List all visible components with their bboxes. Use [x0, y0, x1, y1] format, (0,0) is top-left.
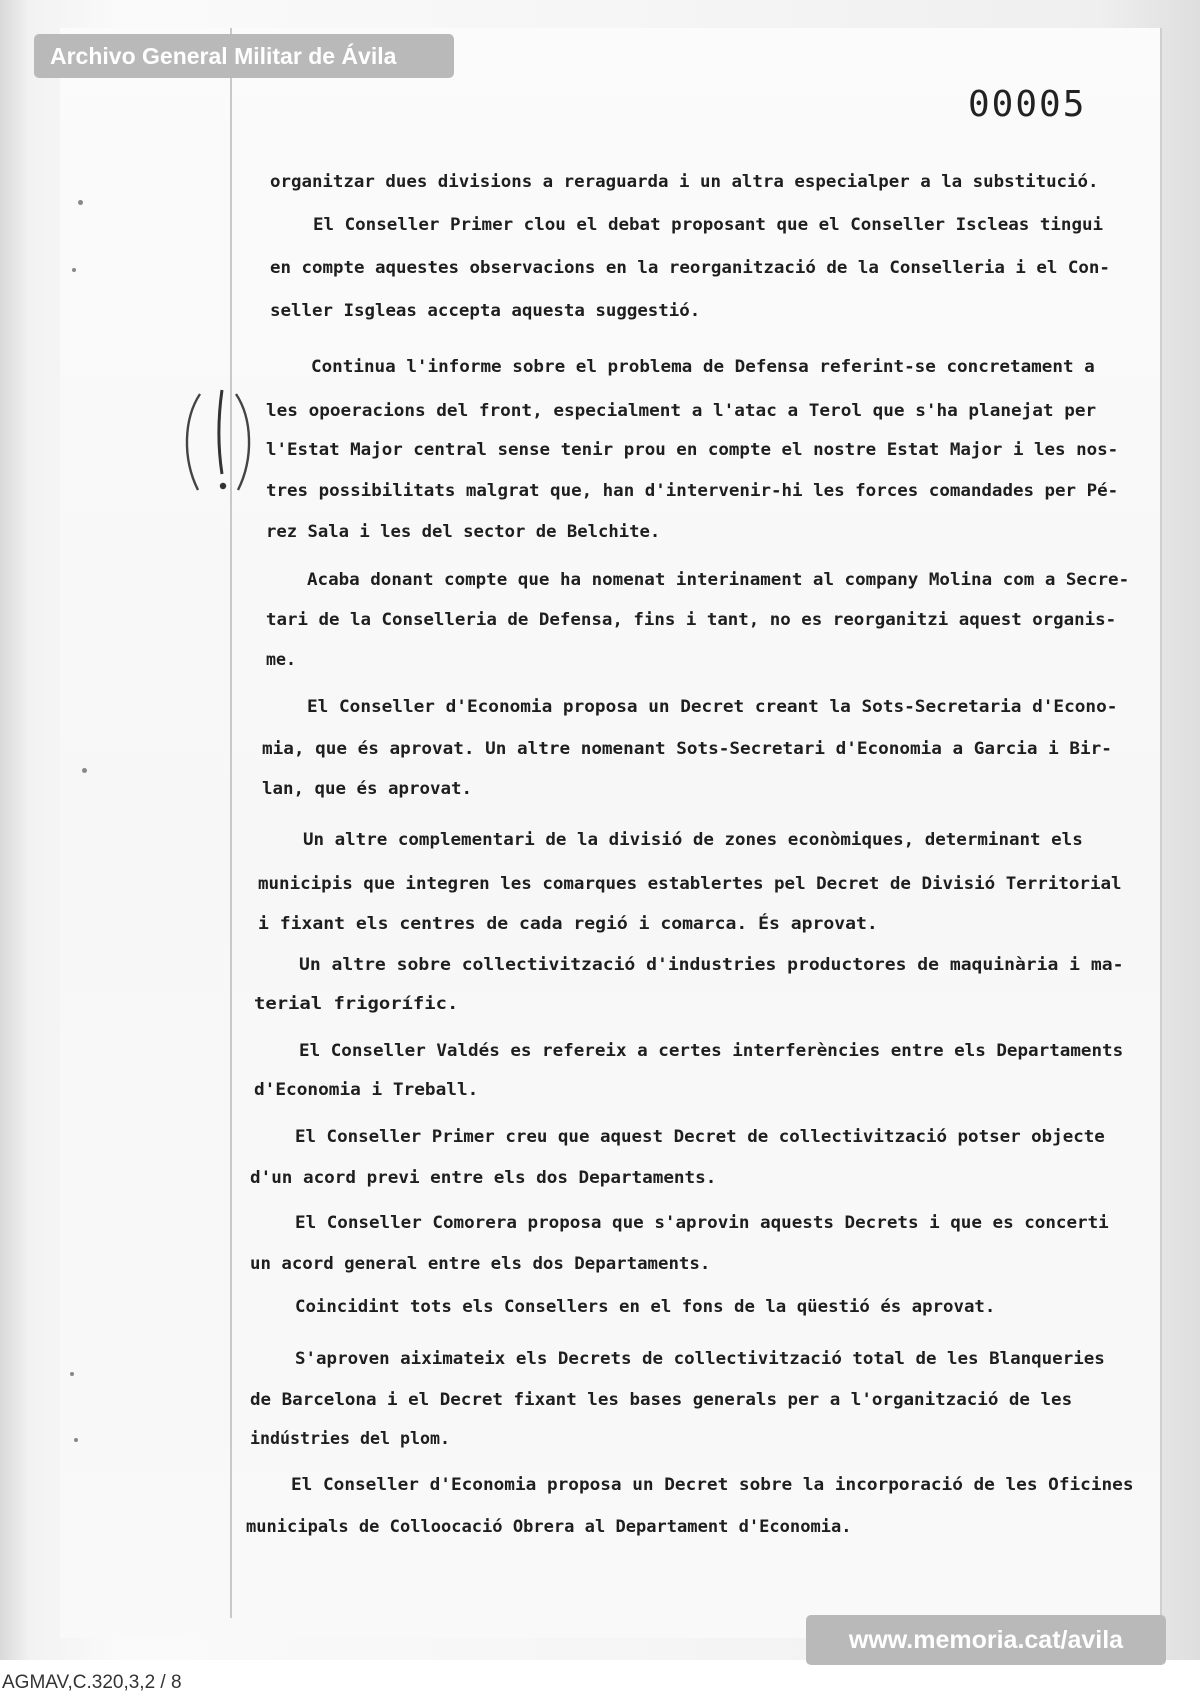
document-line: municipals de Colloocació Obrera al Departament d'Economia. [246, 1517, 852, 1537]
document-line: en compte aquestes observacions en la reorganització de la Conselleria i el Con- [270, 258, 1110, 278]
document-line: d'un acord previ entre els dos Departaments. [250, 1168, 717, 1188]
document-line: municipis que integren les comarques establertes pel Decret de Divisió Territorial [258, 874, 1122, 894]
document-line: mia, que és aprovat. Un altre nomenant Sots-Secretari d'Economia a Garcia i Bir- [262, 739, 1112, 759]
document-line: El Conseller d'Economia proposa un Decret creant la Sots-Secretaria d'Econo- [307, 697, 1118, 717]
website-badge: www.memoria.cat/avila [806, 1615, 1166, 1665]
document-line: El Conseller Comorera proposa que s'aprovin aquests Decrets i que es concerti [295, 1213, 1109, 1233]
document-line: lan, que és aprovat. [262, 779, 472, 799]
document-line: me. [266, 650, 297, 670]
handwritten-bracket-mark [178, 388, 258, 498]
document-line: Un altre sobre collectivització d'industries productores de maquinària i ma- [299, 955, 1124, 975]
scan-speck [72, 268, 76, 272]
document-line: Acaba donant compte que ha nomenat interinament al company Molina com a Secre- [307, 570, 1130, 590]
document-line: El Conseller Valdés es refereix a certes interferències entre els Departaments [299, 1041, 1124, 1061]
page-number: 00005 [968, 84, 1087, 125]
scan-speck [78, 200, 83, 205]
document-line: Coincidint tots els Consellers en el fons de la qüestió és aprovat. [295, 1297, 996, 1317]
document-line: El Conseller Primer clou el debat proposant que el Conseller Iscleas tingui [313, 215, 1104, 235]
document-line: Continua l'informe sobre el problema de Defensa referint-se concretament a [311, 357, 1095, 377]
sheet-fold-line [230, 28, 232, 1618]
scan-speck [70, 1372, 74, 1376]
document-line: tari de la Conselleria de Defensa, fins i tant, no es reorganitzi aquest organis- [266, 610, 1117, 630]
scan-speck [74, 1438, 78, 1442]
archive-label: Archivo General Militar de Ávila [34, 34, 454, 78]
document-line: organitzar dues divisions a reraguarda i un altra especialper a la substitució. [270, 172, 1099, 192]
document-line: El Conseller Primer creu que aquest Decret de collectivització potser objecte [295, 1127, 1105, 1147]
document-line: un acord general entre els dos Departaments. [250, 1254, 711, 1274]
document-line: les opoeracions del front, especialment a l'atac a Terol que s'ha planejat per [266, 401, 1097, 421]
document-line: Un altre complementari de la divisió de zones econòmiques, determinant els [303, 830, 1083, 850]
document-line: tres possibilitats malgrat que, han d'intervenir-hi les forces comandades per Pé- [266, 481, 1119, 501]
document-line: d'Economia i Treball. [254, 1080, 479, 1100]
document-line: El Conseller d'Economia proposa un Decret sobre la incorporació de les Oficines [291, 1475, 1134, 1495]
document-line: de Barcelona i el Decret fixant les bases generals per a l'organització de les [250, 1390, 1073, 1410]
document-line: S'aproven aiximateix els Decrets de collectivització total de les Blanqueries [295, 1349, 1105, 1369]
document-line: l'Estat Major central sense tenir prou en compte el nostre Estat Major i les nos- [266, 440, 1119, 460]
document-line: indústries del plom. [250, 1429, 450, 1449]
archive-reference: AGMAV,C.320,3,2 / 8 [2, 1672, 182, 1693]
document-line: terial frigorífic. [254, 994, 459, 1014]
scan-speck [82, 768, 87, 773]
document-line: rez Sala i les del sector de Belchite. [266, 522, 661, 542]
document-line: i fixant els centres de cada regió i comarca. És aprovat. [258, 914, 878, 934]
document-line: seller Isgleas accepta aquesta suggestió. [270, 301, 701, 321]
